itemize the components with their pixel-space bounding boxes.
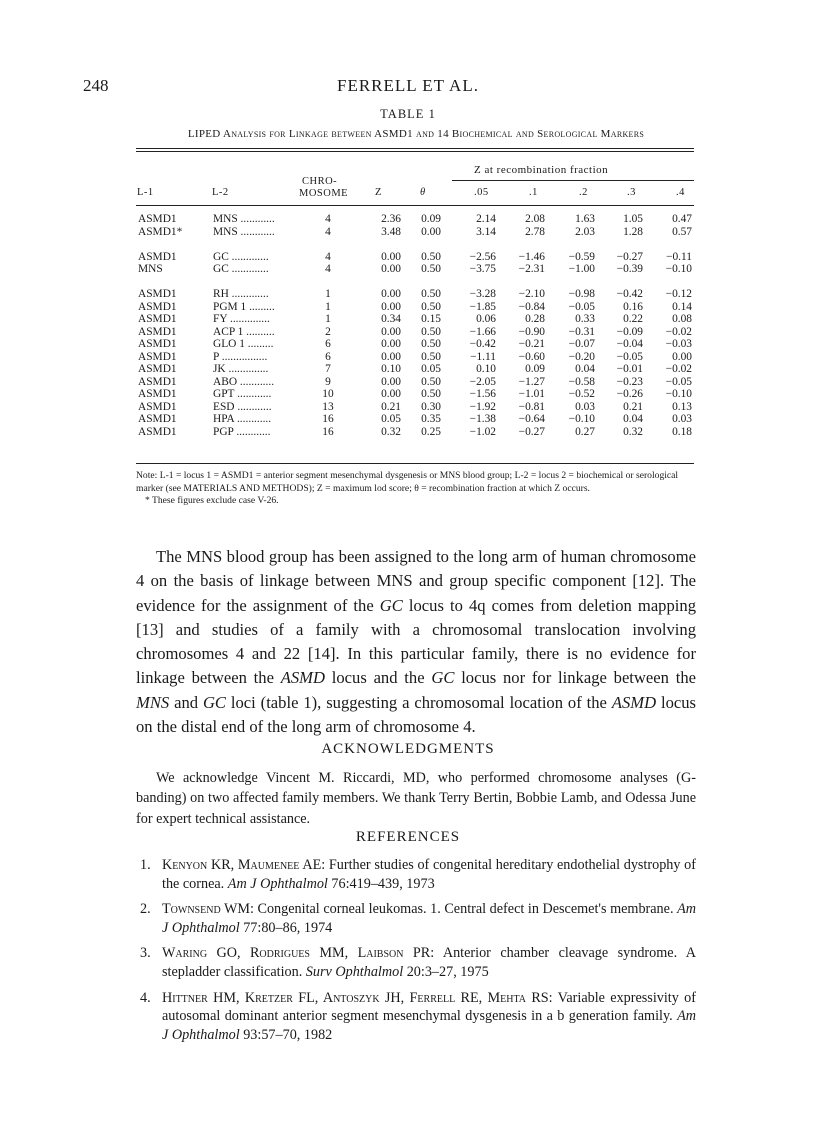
table-cell: MNS ............ [213, 225, 275, 238]
table-cell: 0.50 [421, 300, 441, 313]
table-cell: ASMD1 [138, 425, 177, 438]
table-cell: −0.20 [568, 350, 595, 363]
table-cell: −0.42 [616, 288, 643, 300]
table-note [136, 470, 696, 508]
table-cell: −0.09 [616, 325, 643, 338]
linkage-table [136, 213, 696, 438]
table-cell: ASMD1 [138, 388, 177, 400]
table-row [136, 288, 696, 301]
references-list [136, 856, 696, 1051]
reference-title: : Anterior chamber cleavage syndrome. A stepladder classification. [162, 945, 696, 980]
table-cell: 0.28 [525, 313, 545, 325]
table-cell: −1.92 [469, 400, 496, 413]
header-bottom-rule [136, 205, 694, 206]
table-cell: ASMD1 [138, 400, 177, 413]
table-cell: −0.05 [665, 375, 692, 388]
page-number: 248 [83, 76, 109, 95]
table-cell: 0.30 [421, 400, 441, 413]
reference-title: : Further studies of congenital hereditary endothelial dystrophy of the cornea. [162, 857, 696, 892]
reference-item [136, 856, 696, 893]
table-row [136, 426, 696, 439]
table-cell: ASMD1 [138, 338, 177, 350]
reference-journal: Am J Ophthalmol [227, 875, 328, 892]
table-cell: 0.04 [623, 413, 643, 425]
table-cell: MNS ............ [213, 213, 275, 225]
reference-authors: Kenyon KR, Maumenee AE [162, 857, 322, 873]
table-cell: 0.34 [381, 313, 401, 325]
table-cell: −1.46 [518, 250, 545, 263]
table-cell: −0.10 [665, 388, 692, 400]
table-row [136, 401, 696, 414]
table-row [136, 388, 696, 401]
table-cell: −0.02 [665, 363, 692, 375]
table-cell: −2.05 [469, 375, 496, 388]
table-cell: −1.38 [469, 413, 496, 425]
table-cell: 0.09 [525, 363, 545, 375]
table-row [136, 363, 696, 376]
table-cell: GC ............. [213, 250, 269, 263]
table-cell: JK .............. [213, 363, 269, 375]
table-row [136, 338, 696, 351]
table-cell: ASMD1* [138, 225, 183, 238]
table-cell: 2.03 [575, 225, 595, 238]
table-cell: 1.05 [623, 213, 643, 225]
reference-authors: Waring GO, Rodrigues MM, Laibson PR [162, 945, 431, 962]
table-cell: 2 [325, 325, 331, 338]
table-cell: 0.50 [421, 325, 441, 338]
table-cell: 4 [325, 213, 331, 225]
reference-citation: 20:3–27, 1975 [403, 963, 489, 980]
table-cell: 0.25 [421, 425, 441, 438]
col-header-f05: .05 [474, 187, 489, 198]
table-cell: 9 [325, 375, 331, 388]
acknowledgments-text: We acknowledge Vincent M. Riccardi, MD, who performed chromosome analyses (G-banding) on two affected family members. We thank Terry Bertin, Bobbie Lamb, and Odessa June for expert technical assistance. [136, 770, 696, 827]
table-bottom-rule [136, 463, 694, 464]
table-note-text: Note: L-1 = locus 1 = ASMD1 = anterior segment mesenchymal dysgenesis or MNS blood group; L-2 = locus 2 = biochemical or serological marker (see MATERIALS AND METHODS); Z = maximum lod score; θ = recombination fraction at which Z occurs. [136, 470, 679, 494]
table-cell: ASMD1 [138, 325, 177, 338]
table-cell: −0.58 [568, 375, 595, 388]
table-cell: 0.00 [381, 388, 401, 400]
table-cell: 0.50 [421, 388, 441, 400]
group-header-rule [452, 180, 694, 181]
table-cell: ASMD1 [138, 313, 177, 325]
table-cell: MNS [138, 263, 163, 275]
table-row [136, 263, 696, 276]
table-cell: −0.04 [616, 338, 643, 350]
table-cell: −0.10 [665, 263, 692, 275]
table-cell: GC ............. [213, 263, 269, 275]
table-cell: 0.00 [381, 250, 401, 263]
table-cell: ASMD1 [138, 363, 177, 375]
table-cell: 0.10 [476, 363, 496, 375]
table-cell: GPT ............ [213, 388, 272, 400]
table-cell: −0.52 [568, 388, 595, 400]
table-cell: 2.36 [381, 213, 401, 225]
table-cell: 3.14 [476, 225, 496, 238]
table-cell: 0.16 [623, 300, 643, 313]
table-cell: −1.85 [469, 300, 496, 313]
reference-title: : Congenital corneal leukomas. 1. Central defect in Descemet's membrane. [249, 901, 678, 918]
table-number: TABLE 1 [380, 107, 436, 121]
table-cell: −2.10 [518, 288, 545, 300]
table-cell: −0.98 [568, 288, 595, 300]
table-cell: 0.50 [421, 263, 441, 275]
table-cell: 6 [325, 338, 331, 350]
table-cell: 0.50 [421, 338, 441, 350]
table-cell: 0.13 [672, 400, 692, 413]
table-cell: ESD ............ [213, 400, 272, 413]
references-heading: REFERENCES [355, 829, 461, 845]
table-cell: 1 [325, 313, 331, 325]
table-cell: 3.48 [381, 225, 401, 238]
table-cell: RH ............. [213, 288, 269, 300]
reference-number: 3. [140, 945, 151, 962]
table-cell: 0.10 [381, 363, 401, 375]
table-cell: −0.64 [518, 413, 545, 425]
table-cell: −0.05 [568, 300, 595, 313]
table-cell: 1 [325, 300, 331, 313]
table-cell: ASMD1 [138, 300, 177, 313]
table-cell: 0.08 [672, 313, 692, 325]
table-cell: −1.66 [469, 325, 496, 338]
table-cell: −0.01 [616, 363, 643, 375]
table-row [136, 313, 696, 326]
table-cell: 0.32 [381, 425, 401, 438]
table-cell: 0.22 [623, 313, 643, 325]
reference-citation: 93:57–70, 1982 [239, 1026, 333, 1043]
table-cell: 0.21 [623, 400, 643, 413]
table-cell: 1.63 [575, 213, 595, 225]
table-footnote: * These figures exclude case V-26. [145, 495, 279, 506]
reference-item [136, 900, 696, 937]
table-cell: −1.02 [469, 425, 496, 438]
table-cell: 0.00 [381, 300, 401, 313]
table-cell: 16 [322, 413, 334, 425]
table-cell: 13 [322, 400, 334, 413]
table-cell: 0.35 [421, 413, 441, 425]
table-cell: −2.31 [518, 263, 545, 275]
table-cell: −0.03 [665, 338, 692, 350]
table-cell: −0.31 [568, 325, 595, 338]
table-cell: 0.50 [421, 250, 441, 263]
table-cell: FY .............. [213, 313, 270, 325]
table-caption: LIPED Analysis for Linkage between ASMD1 and 14 Biochemical and Serological Markers [187, 128, 645, 140]
group-header: Z at recombination fraction [474, 164, 609, 176]
table-cell: 4 [325, 250, 331, 263]
col-header-theta: θ [420, 187, 426, 198]
table-cell: 1.28 [623, 225, 643, 238]
reference-journal: Am J Ophthalmol [162, 1008, 696, 1043]
table-cell: PGM 1 ......... [213, 300, 275, 313]
reference-authors: Hittner HM, Kretzer FL, Antoszyk JH, Ferrell RE, Mehta RS [162, 989, 549, 1006]
table-cell: 0.14 [672, 300, 692, 313]
table-cell: GLO 1 ......... [213, 338, 274, 350]
table-cell: −3.75 [469, 263, 496, 275]
table-cell: 10 [322, 388, 334, 400]
table-row [136, 251, 696, 264]
reference-title: : Variable expressivity of autosomal dominant anterior segment mesenchymal dysgenesis in a b generation family. [162, 989, 696, 1025]
table-cell: 0.00 [381, 325, 401, 338]
table-cell: 0.50 [421, 288, 441, 300]
table-row [136, 413, 696, 426]
table-cell: 2.08 [525, 213, 545, 225]
table-cell: −0.23 [616, 375, 643, 388]
col-header-chro-top: CHRO- [302, 176, 338, 187]
table-cell: 0.00 [381, 263, 401, 275]
table-cell: HPA ............ [213, 413, 272, 425]
col-header-chro-bottom: MOSOME [299, 188, 349, 199]
table-cell: P ................ [213, 350, 268, 363]
col-header-l2: L-2 [212, 187, 229, 198]
table-cell: −1.11 [470, 350, 496, 363]
table-cell: 0.00 [381, 350, 401, 363]
table-cell: 4 [325, 263, 331, 275]
table-cell: −0.11 [666, 250, 692, 263]
table-cell: −0.42 [469, 338, 496, 350]
table-row [136, 226, 696, 239]
col-header-l1: L-1 [137, 187, 154, 198]
table-cell: 0.27 [575, 425, 595, 438]
table-cell: −0.27 [518, 425, 545, 438]
table-cell: ACP 1 .......... [213, 325, 275, 338]
table-cell: −0.59 [568, 250, 595, 263]
col-header-f1: .1 [529, 187, 538, 198]
table-cell: 0.32 [623, 425, 643, 438]
reference-number: 2. [140, 901, 151, 918]
reference-journal: Surv Ophthalmol [305, 963, 404, 980]
acknowledgments-heading: ACKNOWLEDGMENTS [321, 741, 495, 757]
table-cell: −0.81 [518, 400, 545, 413]
table-cell: ABO ............ [213, 375, 275, 388]
table-row [136, 326, 696, 339]
col-header-z: Z [375, 187, 382, 198]
reference-authors: Townsend WM [162, 901, 250, 918]
table-cell: −0.05 [616, 350, 643, 363]
table-cell: 0.21 [381, 400, 401, 413]
reference-item [136, 944, 696, 981]
table-cell: 2.78 [525, 225, 545, 238]
table-cell: 0.15 [421, 313, 441, 325]
table-cell: −1.27 [518, 375, 545, 388]
group-spacer [136, 238, 696, 251]
table-cell: 0.00 [672, 350, 692, 363]
table-cell: 6 [325, 350, 331, 363]
table-cell: 0.50 [421, 375, 441, 388]
body-text [136, 545, 696, 739]
reference-number: 4. [140, 989, 151, 1006]
table-cell: −0.07 [568, 338, 595, 350]
table-row [136, 213, 696, 226]
table-cell: ASMD1 [138, 375, 177, 388]
reference-journal: Am J Ophthalmol [162, 901, 696, 936]
table-cell: −1.00 [568, 263, 595, 275]
table-cell: −0.27 [616, 250, 643, 263]
reference-item [136, 989, 696, 1045]
table-cell: 0.47 [672, 213, 692, 225]
table-cell: 0.09 [421, 213, 441, 225]
reference-citation: 77:80–86, 1974 [239, 919, 333, 936]
table-row [136, 351, 696, 364]
table-cell: −0.12 [665, 288, 692, 300]
table-row [136, 301, 696, 314]
table-cell: −0.84 [518, 300, 545, 313]
table-cell: 0.05 [381, 413, 401, 425]
table-cell: −1.56 [469, 388, 496, 400]
table-cell: −0.21 [518, 338, 545, 350]
table-cell: −2.56 [469, 250, 496, 263]
table-cell: 2.14 [476, 213, 496, 225]
table-cell: 7 [325, 363, 331, 375]
reference-citation: 76:419–439, 1973 [327, 875, 435, 892]
table-cell: 0.03 [575, 400, 595, 413]
reference-number: 1. [140, 857, 151, 873]
table-cell: 0.00 [381, 288, 401, 300]
table-cell: −0.10 [568, 413, 595, 425]
table-cell: 0.33 [575, 313, 595, 325]
running-title: FERRELL ET AL. [337, 76, 479, 95]
table-cell: −0.26 [616, 388, 643, 400]
table-cell: 0.50 [421, 350, 441, 363]
table-cell: 4 [325, 225, 331, 238]
table-cell: ASMD1 [138, 350, 177, 363]
table-top-rule-double [136, 151, 694, 152]
table-cell: ASMD1 [138, 413, 177, 425]
col-header-f4: .4 [676, 187, 685, 198]
table-cell: ASMD1 [138, 288, 177, 300]
table-cell: PGP ............ [213, 425, 271, 438]
table-cell: 1 [325, 288, 331, 300]
table-cell: 16 [322, 425, 334, 438]
table-cell: 0.05 [421, 363, 441, 375]
group-spacer [136, 276, 696, 289]
table-row [136, 376, 696, 389]
table-cell: 0.00 [421, 225, 441, 238]
table-cell: −3.28 [469, 288, 496, 300]
table-cell: 0.00 [381, 338, 401, 350]
table-cell: 0.18 [672, 425, 692, 438]
body-paragraph: The MNS blood group has been assigned to the long arm of human chromosome 4 on the basis of linkage between MNS and group specific component [12]. The evidence for the assignment of the GC locus to 4q comes from deletion mapping [13] and studies of a family with a chromosomal translocation involving chromosomes 4 and 22 [14]. In this particular family, there is no evidence for linkage between the ASMD locus and the GC locus nor for linkage between the MNS and GC loci (table 1), suggesting a chromosomal location of the ASMD locus on the distal end of the long arm of chromosome 4. [136, 547, 696, 737]
table-cell: 0.03 [672, 413, 692, 425]
table-cell: ASMD1 [138, 250, 177, 263]
table-cell: 0.04 [575, 363, 595, 375]
col-header-f2: .2 [579, 187, 588, 198]
table-cell: −0.60 [518, 350, 545, 363]
table-cell: 0.57 [672, 225, 692, 238]
table-top-rule [136, 148, 694, 149]
table-cell: −0.90 [518, 325, 545, 338]
table-cell: −0.02 [665, 325, 692, 338]
table-cell: ASMD1 [138, 213, 177, 225]
table-cell: −0.39 [616, 263, 643, 275]
table-cell: −1.01 [518, 388, 545, 400]
table-cell: 0.00 [381, 375, 401, 388]
col-header-f3: .3 [627, 187, 636, 198]
table-cell: 0.06 [476, 313, 496, 325]
